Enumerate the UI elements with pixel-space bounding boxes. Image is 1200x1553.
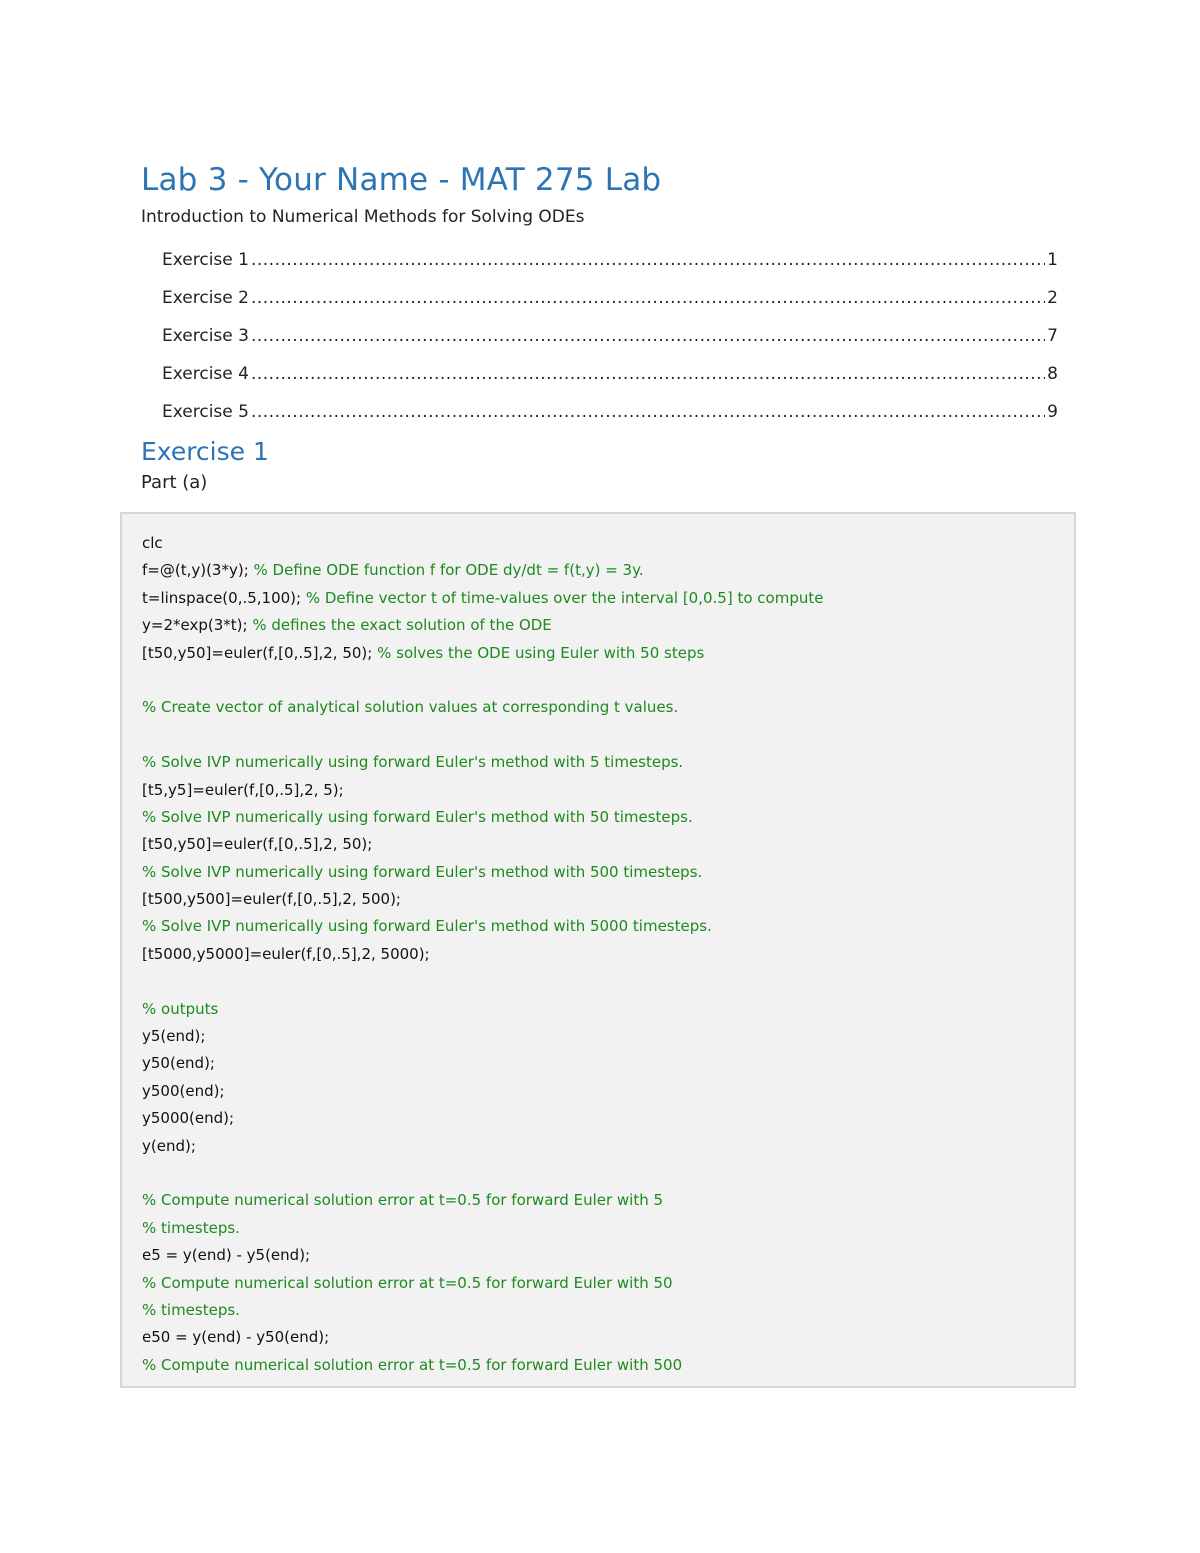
- code-line: [142, 644, 823, 671]
- code-comment: % outputs: [142, 999, 219, 1018]
- code-line: [142, 698, 823, 725]
- code-line: [142, 726, 823, 753]
- code-line: [142, 1137, 823, 1164]
- code-comment: % Compute numerical solution error at t=0.5 for forward Euler with 5: [142, 1191, 664, 1210]
- page-subtitle: Introduction to Numerical Methods for Solving ODEs: [141, 207, 585, 227]
- code-text: [t50,y50]=euler(f,[0,.5],2, 50);: [142, 835, 373, 854]
- code-text: clc: [142, 534, 163, 552]
- code-line: [142, 616, 823, 643]
- toc-leader-dots: [251, 288, 1045, 308]
- toc-entry-label: Exercise 5: [162, 402, 249, 422]
- code-line: [142, 1054, 823, 1081]
- code-text: y50(end);: [142, 1054, 215, 1073]
- code-line: [142, 1356, 823, 1383]
- code-text: [t500,y500]=euler(f,[0,.5],2, 500);: [142, 890, 401, 909]
- code-text: y500(end);: [142, 1081, 225, 1100]
- toc-leader-dots: [251, 326, 1045, 346]
- code-line: [142, 753, 823, 780]
- toc-entry-label: Exercise 2: [162, 288, 249, 308]
- code-text: e5 = y(end) - y5(end);: [142, 1246, 311, 1265]
- code-line: [142, 917, 823, 944]
- toc-entry-label: Exercise 4: [162, 364, 249, 384]
- code-line: [142, 890, 823, 917]
- code-line: [142, 1246, 823, 1273]
- code-line: [142, 945, 823, 972]
- code-text: y=2*exp(3*t);: [142, 616, 253, 635]
- code-text: y(end);: [142, 1136, 196, 1155]
- code-line: [142, 534, 823, 561]
- code-text: y5(end);: [142, 1027, 206, 1046]
- toc-entry[interactable]: [162, 326, 1058, 364]
- code-comment: % Solve IVP numerically using forward Euler's method with 50 timesteps.: [142, 807, 693, 826]
- code-comment: % defines the exact solution of the ODE: [252, 616, 552, 635]
- code-comment: % Solve IVP numerically using forward Euler's method with 500 timesteps.: [142, 862, 703, 881]
- code-comment: % timesteps.: [142, 1218, 240, 1237]
- code-text: t=linspace(0,.5,100);: [142, 588, 306, 607]
- code-comment: % Create vector of analytical solution values at corresponding t values.: [142, 698, 679, 717]
- toc-entry[interactable]: [162, 288, 1058, 326]
- code-lines: [142, 534, 823, 1383]
- toc-entry[interactable]: [162, 402, 1058, 440]
- code-line: [142, 1191, 823, 1218]
- code-line: [142, 863, 823, 890]
- code-line: [142, 1082, 823, 1109]
- toc-leader-dots: [251, 364, 1045, 384]
- code-line: [142, 808, 823, 835]
- code-line: [142, 1219, 823, 1246]
- toc-entry[interactable]: [162, 364, 1058, 402]
- toc-entry-page: 1: [1047, 250, 1058, 270]
- code-block: [120, 512, 1076, 1388]
- code-line: [142, 671, 823, 698]
- section-heading: Exercise 1: [141, 437, 269, 466]
- code-line: [142, 1301, 823, 1328]
- code-comment: % Define vector t of time-values over the interval [0,0.5] to compute: [305, 588, 824, 607]
- code-comment: % Compute numerical solution error at t=0.5 for forward Euler with 500: [142, 1355, 683, 1374]
- code-line: [142, 1328, 823, 1355]
- page-title: Lab 3 - Your Name - MAT 275 Lab: [141, 162, 662, 198]
- toc-leader-dots: [251, 402, 1045, 422]
- code-line: [142, 835, 823, 862]
- code-line: [142, 1274, 823, 1301]
- code-text: [t50,y50]=euler(f,[0,.5],2, 50);: [142, 643, 378, 662]
- toc-entry[interactable]: [162, 250, 1058, 288]
- toc-entry-label: Exercise 3: [162, 326, 249, 346]
- code-line: [142, 1027, 823, 1054]
- code-comment: % Define ODE function f for ODE dy/dt = f(t,y) = 3y.: [253, 561, 644, 580]
- code-line: [142, 781, 823, 808]
- code-line: [142, 1000, 823, 1027]
- code-line: [142, 1109, 823, 1136]
- section-subheading: Part (a): [141, 472, 208, 493]
- code-comment: % Solve IVP numerically using forward Euler's method with 5 timesteps.: [142, 753, 684, 772]
- code-text: y5000(end);: [142, 1109, 235, 1128]
- code-line: [142, 561, 823, 588]
- toc-entry-label: Exercise 1: [162, 250, 249, 270]
- code-comment: % timesteps.: [142, 1300, 240, 1319]
- code-text: e50 = y(end) - y50(end);: [142, 1328, 330, 1347]
- toc-entry-page: 8: [1047, 364, 1058, 384]
- toc-entry-page: 2: [1047, 288, 1058, 308]
- toc-entry-page: 7: [1047, 326, 1058, 346]
- toc-entry-page: 9: [1047, 402, 1058, 422]
- code-comment: % Compute numerical solution error at t=0.5 for forward Euler with 50: [142, 1273, 673, 1292]
- code-comment: % Solve IVP numerically using forward Euler's method with 5000 timesteps.: [142, 917, 712, 936]
- code-line: [142, 972, 823, 999]
- code-text: [t5000,y5000]=euler(f,[0,.5],2, 5000);: [142, 944, 430, 963]
- code-comment: % solves the ODE using Euler with 50 steps: [377, 643, 705, 662]
- code-text: f=@(t,y)(3*y);: [142, 561, 254, 580]
- toc-leader-dots: [251, 250, 1045, 270]
- code-text: [t5,y5]=euler(f,[0,.5],2, 5);: [142, 780, 344, 799]
- code-line: [142, 589, 823, 616]
- table-of-contents: [162, 250, 1058, 440]
- code-line: [142, 1164, 823, 1191]
